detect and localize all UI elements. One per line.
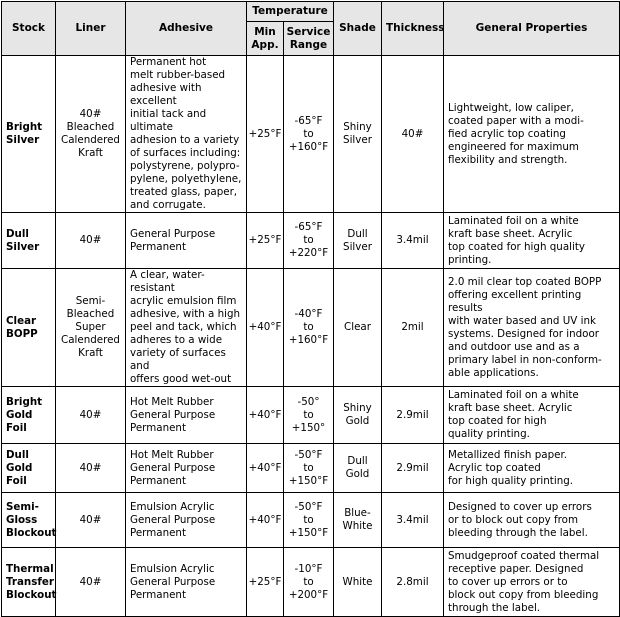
shade-cell: Clear — [334, 269, 382, 387]
thickness-cell: 40# — [382, 56, 444, 213]
table-row — [2, 213, 620, 269]
min-app-cell: +40°F — [247, 493, 284, 548]
header-thickness: Thickness — [382, 2, 444, 56]
service-range-cell: -65°F to +160°F — [284, 56, 334, 213]
min-app-cell: +40°F — [247, 444, 284, 493]
stock-cell: Thermal Transfer Blockout — [2, 548, 56, 617]
thickness-cell: 2.9mil — [382, 444, 444, 493]
service-range-cell: -50° to +150° — [284, 387, 334, 444]
liner-cell: 40# — [56, 493, 126, 548]
table-row — [2, 56, 620, 213]
header-service-range: Service Range — [284, 22, 334, 56]
header-min-app: Min App. — [247, 22, 284, 56]
stock-cell: Semi- Gloss Blockout — [2, 493, 56, 548]
properties-cell: Laminated foil on a white kraft base sheet. Acrylic top coated for high quality printing. — [444, 387, 620, 444]
liner-cell: 40# Bleached Calendered Kraft — [56, 56, 126, 213]
stock-cell: Bright Silver — [2, 56, 56, 213]
header-stock: Stock — [2, 2, 56, 56]
adhesive-cell: A clear, water-resistant acrylic emulsion film adhesive, with a high peel and tack, which adheres to a wide variety of surfaces and offers good wet-out — [126, 269, 247, 387]
shade-cell: Dull Silver — [334, 213, 382, 269]
adhesive-cell: Hot Melt Rubber General Purpose Permanent — [126, 444, 247, 493]
header-general-properties: General Properties — [444, 2, 620, 56]
table-row — [2, 493, 620, 548]
service-range-cell: -65°F to +220°F — [284, 213, 334, 269]
label-stock-table — [1, 1, 620, 617]
adhesive-cell: Permanent hot melt rubber-based adhesive with excellent initial tack and ultimate adhesion to a variety of surfaces including: polystyrene, polypro- pylene, polyethylene, treated glass, paper, and corrugate. — [126, 56, 247, 213]
shade-cell: Blue- White — [334, 493, 382, 548]
table-row — [2, 444, 620, 493]
properties-cell: Metallized finish paper. Acrylic top coated for high quality printing. — [444, 444, 620, 493]
liner-cell: 40# — [56, 444, 126, 493]
liner-cell: 40# — [56, 387, 126, 444]
thickness-cell: 3.4mil — [382, 493, 444, 548]
shade-cell: Shiny Silver — [334, 56, 382, 213]
service-range-cell: -50°F to +150°F — [284, 444, 334, 493]
properties-cell: Smudgeproof coated thermal receptive paper. Designed to cover up errors or to block out copy from bleeding through the label. — [444, 548, 620, 617]
service-range-cell: -40°F to +160°F — [284, 269, 334, 387]
properties-cell: 2.0 mil clear top coated BOPP offering excellent printing results with water based and UV ink systems. Designed for indoor and outdoor use and as a primary label in non-conform- able applications. — [444, 269, 620, 387]
liner-cell: 40# — [56, 213, 126, 269]
min-app-cell: +25°F — [247, 56, 284, 213]
adhesive-cell: Emulsion Acrylic General Purpose Permanent — [126, 493, 247, 548]
header-row — [2, 2, 620, 22]
service-range-cell: -10°F to +200°F — [284, 548, 334, 617]
stock-cell: Dull Silver — [2, 213, 56, 269]
min-app-cell: +25°F — [247, 213, 284, 269]
stock-cell: Dull Gold Foil — [2, 444, 56, 493]
stock-cell: Bright Gold Foil — [2, 387, 56, 444]
header-shade: Shade — [334, 2, 382, 56]
stock-cell: Clear BOPP — [2, 269, 56, 387]
thickness-cell: 2mil — [382, 269, 444, 387]
shade-cell: Shiny Gold — [334, 387, 382, 444]
shade-cell: Dull Gold — [334, 444, 382, 493]
liner-cell: 40# — [56, 548, 126, 617]
thickness-cell: 2.8mil — [382, 548, 444, 617]
shade-cell: White — [334, 548, 382, 617]
header-temperature: Temperature — [247, 2, 334, 22]
thickness-cell: 3.4mil — [382, 213, 444, 269]
liner-cell: Semi- Bleached Super Calendered Kraft — [56, 269, 126, 387]
min-app-cell: +40°F — [247, 269, 284, 387]
properties-cell: Designed to cover up errors or to block out copy from bleeding through the label. — [444, 493, 620, 548]
thickness-cell: 2.9mil — [382, 387, 444, 444]
adhesive-cell: Hot Melt Rubber General Purpose Permanent — [126, 387, 247, 444]
properties-cell: Laminated foil on a white kraft base sheet. Acrylic top coated for high quality printing. — [444, 213, 620, 269]
table-row — [2, 548, 620, 617]
adhesive-cell: Emulsion Acrylic General Purpose Permanent — [126, 548, 247, 617]
table-row — [2, 387, 620, 444]
header-liner: Liner — [56, 2, 126, 56]
properties-cell: Lightweight, low caliper, coated paper with a modi- fied acrylic top coating engineered for maximum flexibility and strength. — [444, 56, 620, 213]
service-range-cell: -50°F to +150°F — [284, 493, 334, 548]
min-app-cell: +25°F — [247, 548, 284, 617]
adhesive-cell: General Purpose Permanent — [126, 213, 247, 269]
header-adhesive: Adhesive — [126, 2, 247, 56]
min-app-cell: +40°F — [247, 387, 284, 444]
table-row — [2, 269, 620, 387]
